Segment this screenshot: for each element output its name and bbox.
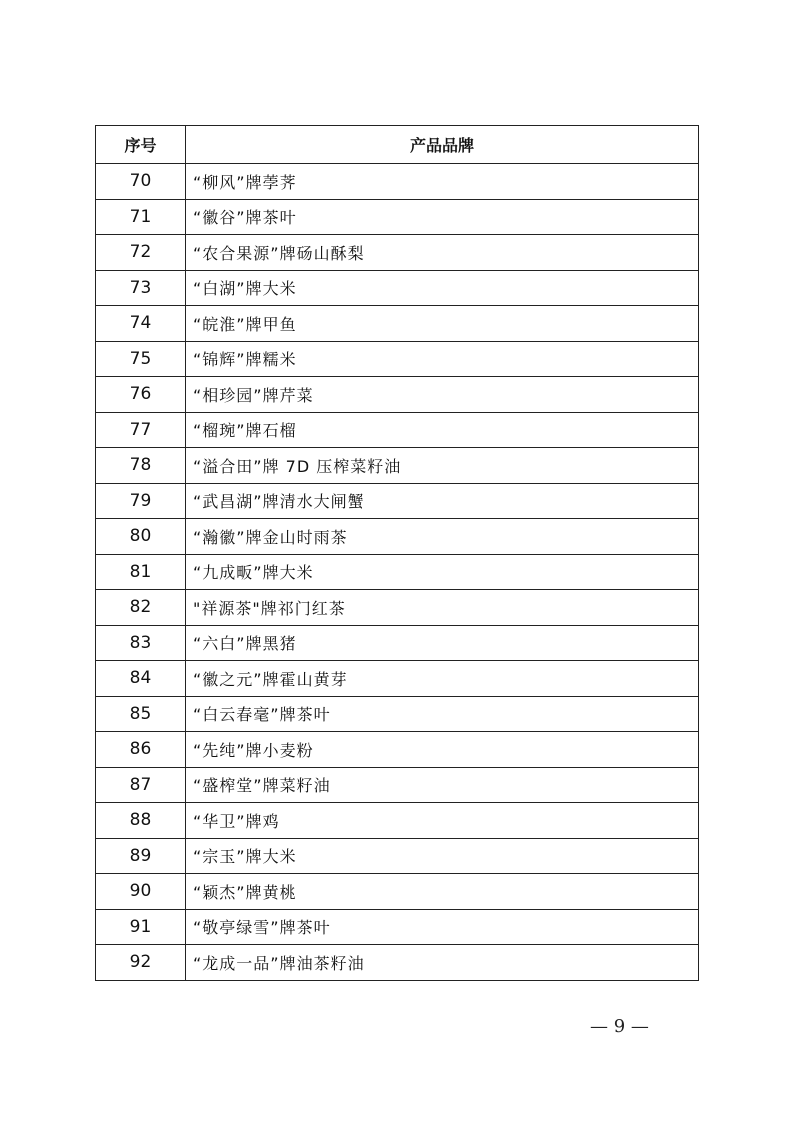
brand-table [95,125,699,981]
row-number: 83 [96,625,186,661]
row-brand: “榴琬”牌石榴 [186,412,699,448]
row-brand: “先纯”牌小麦粉 [186,732,699,768]
row-number: 82 [96,590,186,626]
row-brand: “徽之元”牌霍山黄芽 [186,661,699,697]
row-number: 90 [96,874,186,910]
header-brand: 产品品牌 [186,126,699,164]
table-header-row [96,126,699,164]
row-brand: “白云春毫”牌茶叶 [186,696,699,732]
row-number: 81 [96,554,186,590]
table-row [96,377,699,413]
table-row [96,199,699,235]
table-row [96,483,699,519]
table-row [96,306,699,342]
row-number: 75 [96,341,186,377]
row-brand: “六白”牌黑猪 [186,625,699,661]
row-number: 73 [96,270,186,306]
table-row [96,448,699,484]
table-row [96,767,699,803]
row-brand: “宗玉”牌大米 [186,838,699,874]
row-number: 78 [96,448,186,484]
row-brand: “华卫”牌鸡 [186,803,699,839]
table-row [96,412,699,448]
page-number: — 9 — [590,1016,649,1037]
row-number: 71 [96,199,186,235]
row-brand: “皖淮”牌甲鱼 [186,306,699,342]
table-row [96,909,699,945]
row-brand: “颖杰”牌黄桃 [186,874,699,910]
table-row [96,732,699,768]
table-row [96,803,699,839]
row-brand: “柳风”牌荸荠 [186,164,699,200]
row-number: 80 [96,519,186,555]
table-row [96,661,699,697]
row-number: 72 [96,235,186,271]
row-number: 92 [96,945,186,981]
row-brand: “九成畈”牌大米 [186,554,699,590]
row-number: 77 [96,412,186,448]
row-brand: “徽谷”牌茶叶 [186,199,699,235]
table-row [96,519,699,555]
table-row [96,838,699,874]
row-brand: “溢合田”牌 7D 压榨菜籽油 [186,448,699,484]
row-brand: “盛榨堂”牌菜籽油 [186,767,699,803]
row-number: 79 [96,483,186,519]
row-brand: “农合果源”牌砀山酥梨 [186,235,699,271]
table-row [96,590,699,626]
row-brand: “武昌湖”牌清水大闸蟹 [186,483,699,519]
row-brand: “相珍园”牌芹菜 [186,377,699,413]
row-brand: “白湖”牌大米 [186,270,699,306]
row-number: 89 [96,838,186,874]
table-row [96,270,699,306]
row-number: 76 [96,377,186,413]
table-body [96,164,699,981]
row-number: 74 [96,306,186,342]
row-number: 85 [96,696,186,732]
table-row [96,696,699,732]
table-row [96,235,699,271]
row-number: 86 [96,732,186,768]
row-number: 70 [96,164,186,200]
row-brand: “瀚徽”牌金山时雨茶 [186,519,699,555]
table-row [96,625,699,661]
table-row [96,874,699,910]
row-number: 91 [96,909,186,945]
row-brand: “锦辉”牌糯米 [186,341,699,377]
header-number: 序号 [96,126,186,164]
table-row [96,554,699,590]
table-row [96,164,699,200]
row-brand: “敬亭绿雪”牌茶叶 [186,909,699,945]
table-row [96,341,699,377]
row-number: 87 [96,767,186,803]
row-brand: "祥源茶"牌祁门红茶 [186,590,699,626]
row-number: 84 [96,661,186,697]
row-number: 88 [96,803,186,839]
table-row [96,945,699,981]
row-brand: “龙成一品”牌油茶籽油 [186,945,699,981]
